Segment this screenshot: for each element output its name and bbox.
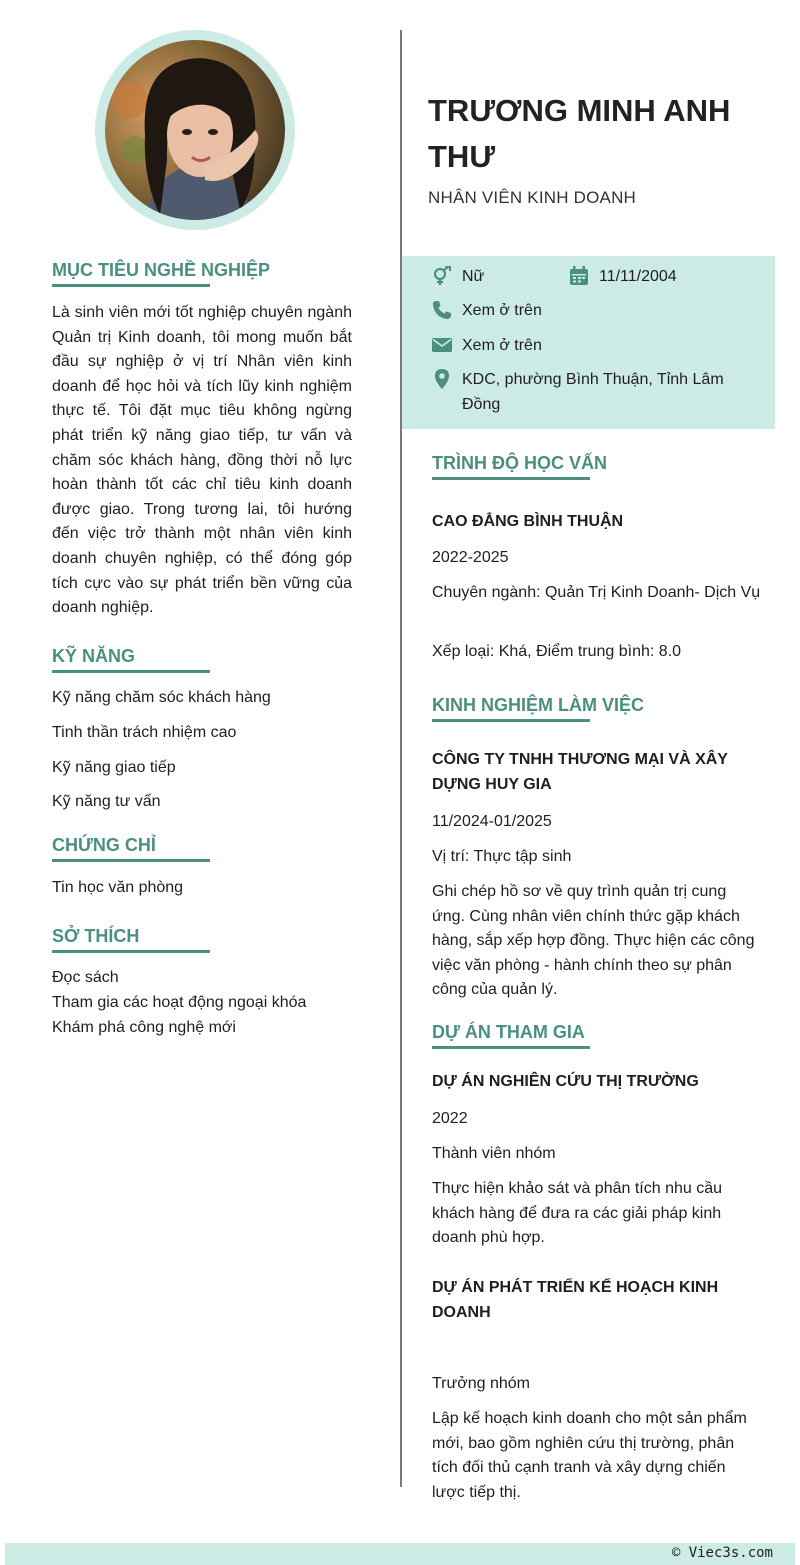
- avatar: [105, 40, 285, 220]
- section-underline: [52, 859, 210, 862]
- certificate-item: Tin học văn phòng: [52, 879, 184, 896]
- skill-item: Tinh thần trách nhiệm cao: [52, 724, 237, 741]
- birthday-value: 11/11/2004: [599, 268, 677, 285]
- certificates-title: CHỨNG CHỈ: [52, 835, 156, 855]
- skills-title: KỸ NĂNG: [52, 646, 136, 666]
- address-row: [432, 368, 752, 417]
- avatar-ring: [95, 30, 295, 230]
- birthday-row: [569, 265, 677, 290]
- skill-item: Kỹ năng tư vấn: [52, 793, 161, 810]
- project-role: Trưởng nhóm: [432, 1375, 530, 1392]
- project-description: Thực hiện khảo sát và phân tích nhu cầu khách hàng để đưa ra các giải pháp kinh doanh phù hợp.: [432, 1180, 723, 1247]
- skill-item: Kỹ năng giao tiếp: [52, 759, 176, 776]
- section-underline: [52, 950, 210, 953]
- section-underline: [52, 284, 210, 287]
- gender-icon: [432, 265, 452, 287]
- email-value: Xem ở trên: [462, 337, 542, 354]
- hobbies-title: SỞ THÍCH: [52, 926, 140, 946]
- section-underline: [52, 670, 210, 673]
- experience-description: Ghi chép hồ sơ về quy trình quản trị cung ứng. Cùng nhân viên chính thức gặp khách hàng, sắp xếp hợp đồng. Thực hiện các công việc văn phòng - hành chính theo sự phân công của quản lý.: [432, 883, 755, 999]
- hobby-item: Khám phá công nghệ mới: [52, 1019, 236, 1036]
- hobby-item: Tham gia các hoạt động ngoại khóa: [52, 994, 307, 1011]
- section-underline: [432, 1046, 590, 1049]
- location-pin-icon: [432, 368, 452, 390]
- experience-section: [432, 694, 762, 999]
- objective-text: Là sinh viên mới tốt nghiệp chuyên ngành Quản trị Kinh doanh, tôi mong muốn bắt đầu sự nghiệp ở vị trí Nhân viên kinh doanh để học hỏi và tích lũy kinh nghiệm thực tế. Tôi đặt mục tiêu không ngừng phát triển kỹ năng giao tiếp, tư vấn và chăm sóc khách hàng, đồng thời nỗ lực hoàn thành tốt các chỉ tiêu kinh doanh được giao. Trong tương lai, tôi hướng đến việc trở thành một nhân viên kinh doanh chuyên nghiệp, có thể đóng góp tích cực vào sự phát triển bền vững của doanh nghiệp.: [52, 304, 352, 617]
- phone-icon: [432, 299, 452, 321]
- gender-row: [432, 265, 484, 290]
- email-row: [432, 334, 542, 359]
- education-title: TRÌNH ĐỘ HỌC VẤN: [432, 453, 607, 473]
- experience-position: Vị trí: Thực tập sinh: [432, 848, 572, 865]
- section-underline: [432, 477, 590, 480]
- project-name: DỰ ÁN NGHIÊN CỨU THỊ TRƯỜNG: [432, 1073, 699, 1090]
- hobby-item: Đọc sách: [52, 969, 119, 986]
- skill-item: Kỹ năng chăm sóc khách hàng: [52, 689, 271, 706]
- email-icon: [432, 334, 452, 356]
- education-school: CAO ĐẲNG BÌNH THUẬN: [432, 513, 624, 530]
- candidate-name: TRƯƠNG MINH ANH THƯ: [428, 93, 731, 174]
- section-underline: [432, 719, 590, 722]
- address-value: KDC, phường Bình Thuận, Tỉnh Lâm Đồng: [462, 371, 724, 413]
- objective-section: [52, 259, 352, 621]
- experience-title: KINH NGHIỆM LÀM VIỆC: [432, 695, 645, 715]
- education-section: [432, 452, 762, 660]
- project-year: 2022: [432, 1110, 468, 1127]
- column-divider: [400, 30, 402, 1487]
- hobbies-section: [52, 925, 352, 1036]
- contact-panel: [402, 256, 775, 429]
- experience-period: 11/2024-01/2025: [432, 813, 552, 830]
- education-major: Chuyên ngành: Quản Trị Kinh Doanh- Dịch Vụ: [432, 584, 761, 601]
- skills-section: [52, 645, 352, 810]
- project-role: Thành viên nhóm: [432, 1145, 556, 1162]
- objective-title: MỤC TIÊU NGHỀ NGHIỆP: [52, 260, 271, 280]
- project-description: Lập kế hoạch kinh doanh cho một sản phẩm mới, bao gồm nghiên cứu thị trường, phân tích đối thủ cạnh tranh và xây dựng chiến lược tiếp thị.: [432, 1410, 747, 1501]
- experience-company: CÔNG TY TNHH THƯƠNG MẠI VÀ XÂY DỰNG HUY GIA: [432, 751, 728, 793]
- gender-value: Nữ: [462, 268, 485, 285]
- education-period: 2022-2025: [432, 549, 509, 566]
- phone-value: Xem ở trên: [462, 302, 542, 319]
- candidate-role: NHÂN VIÊN KINH DOANH: [428, 188, 637, 207]
- certificates-section: [52, 834, 352, 896]
- project-name: DỰ ÁN PHÁT TRIỂN KẾ HOẠCH KINH DOANH: [432, 1279, 719, 1321]
- projects-section: [432, 1021, 762, 1501]
- education-grade: Xếp loại: Khá, Điểm trung bình: 8.0: [432, 643, 682, 660]
- calendar-icon: [569, 265, 589, 287]
- footer-credit: © Viec3s.com: [671, 1545, 773, 1561]
- projects-title: DỰ ÁN THAM GIA: [432, 1022, 585, 1042]
- phone-row: [432, 299, 542, 324]
- footer-bar: [5, 1543, 795, 1565]
